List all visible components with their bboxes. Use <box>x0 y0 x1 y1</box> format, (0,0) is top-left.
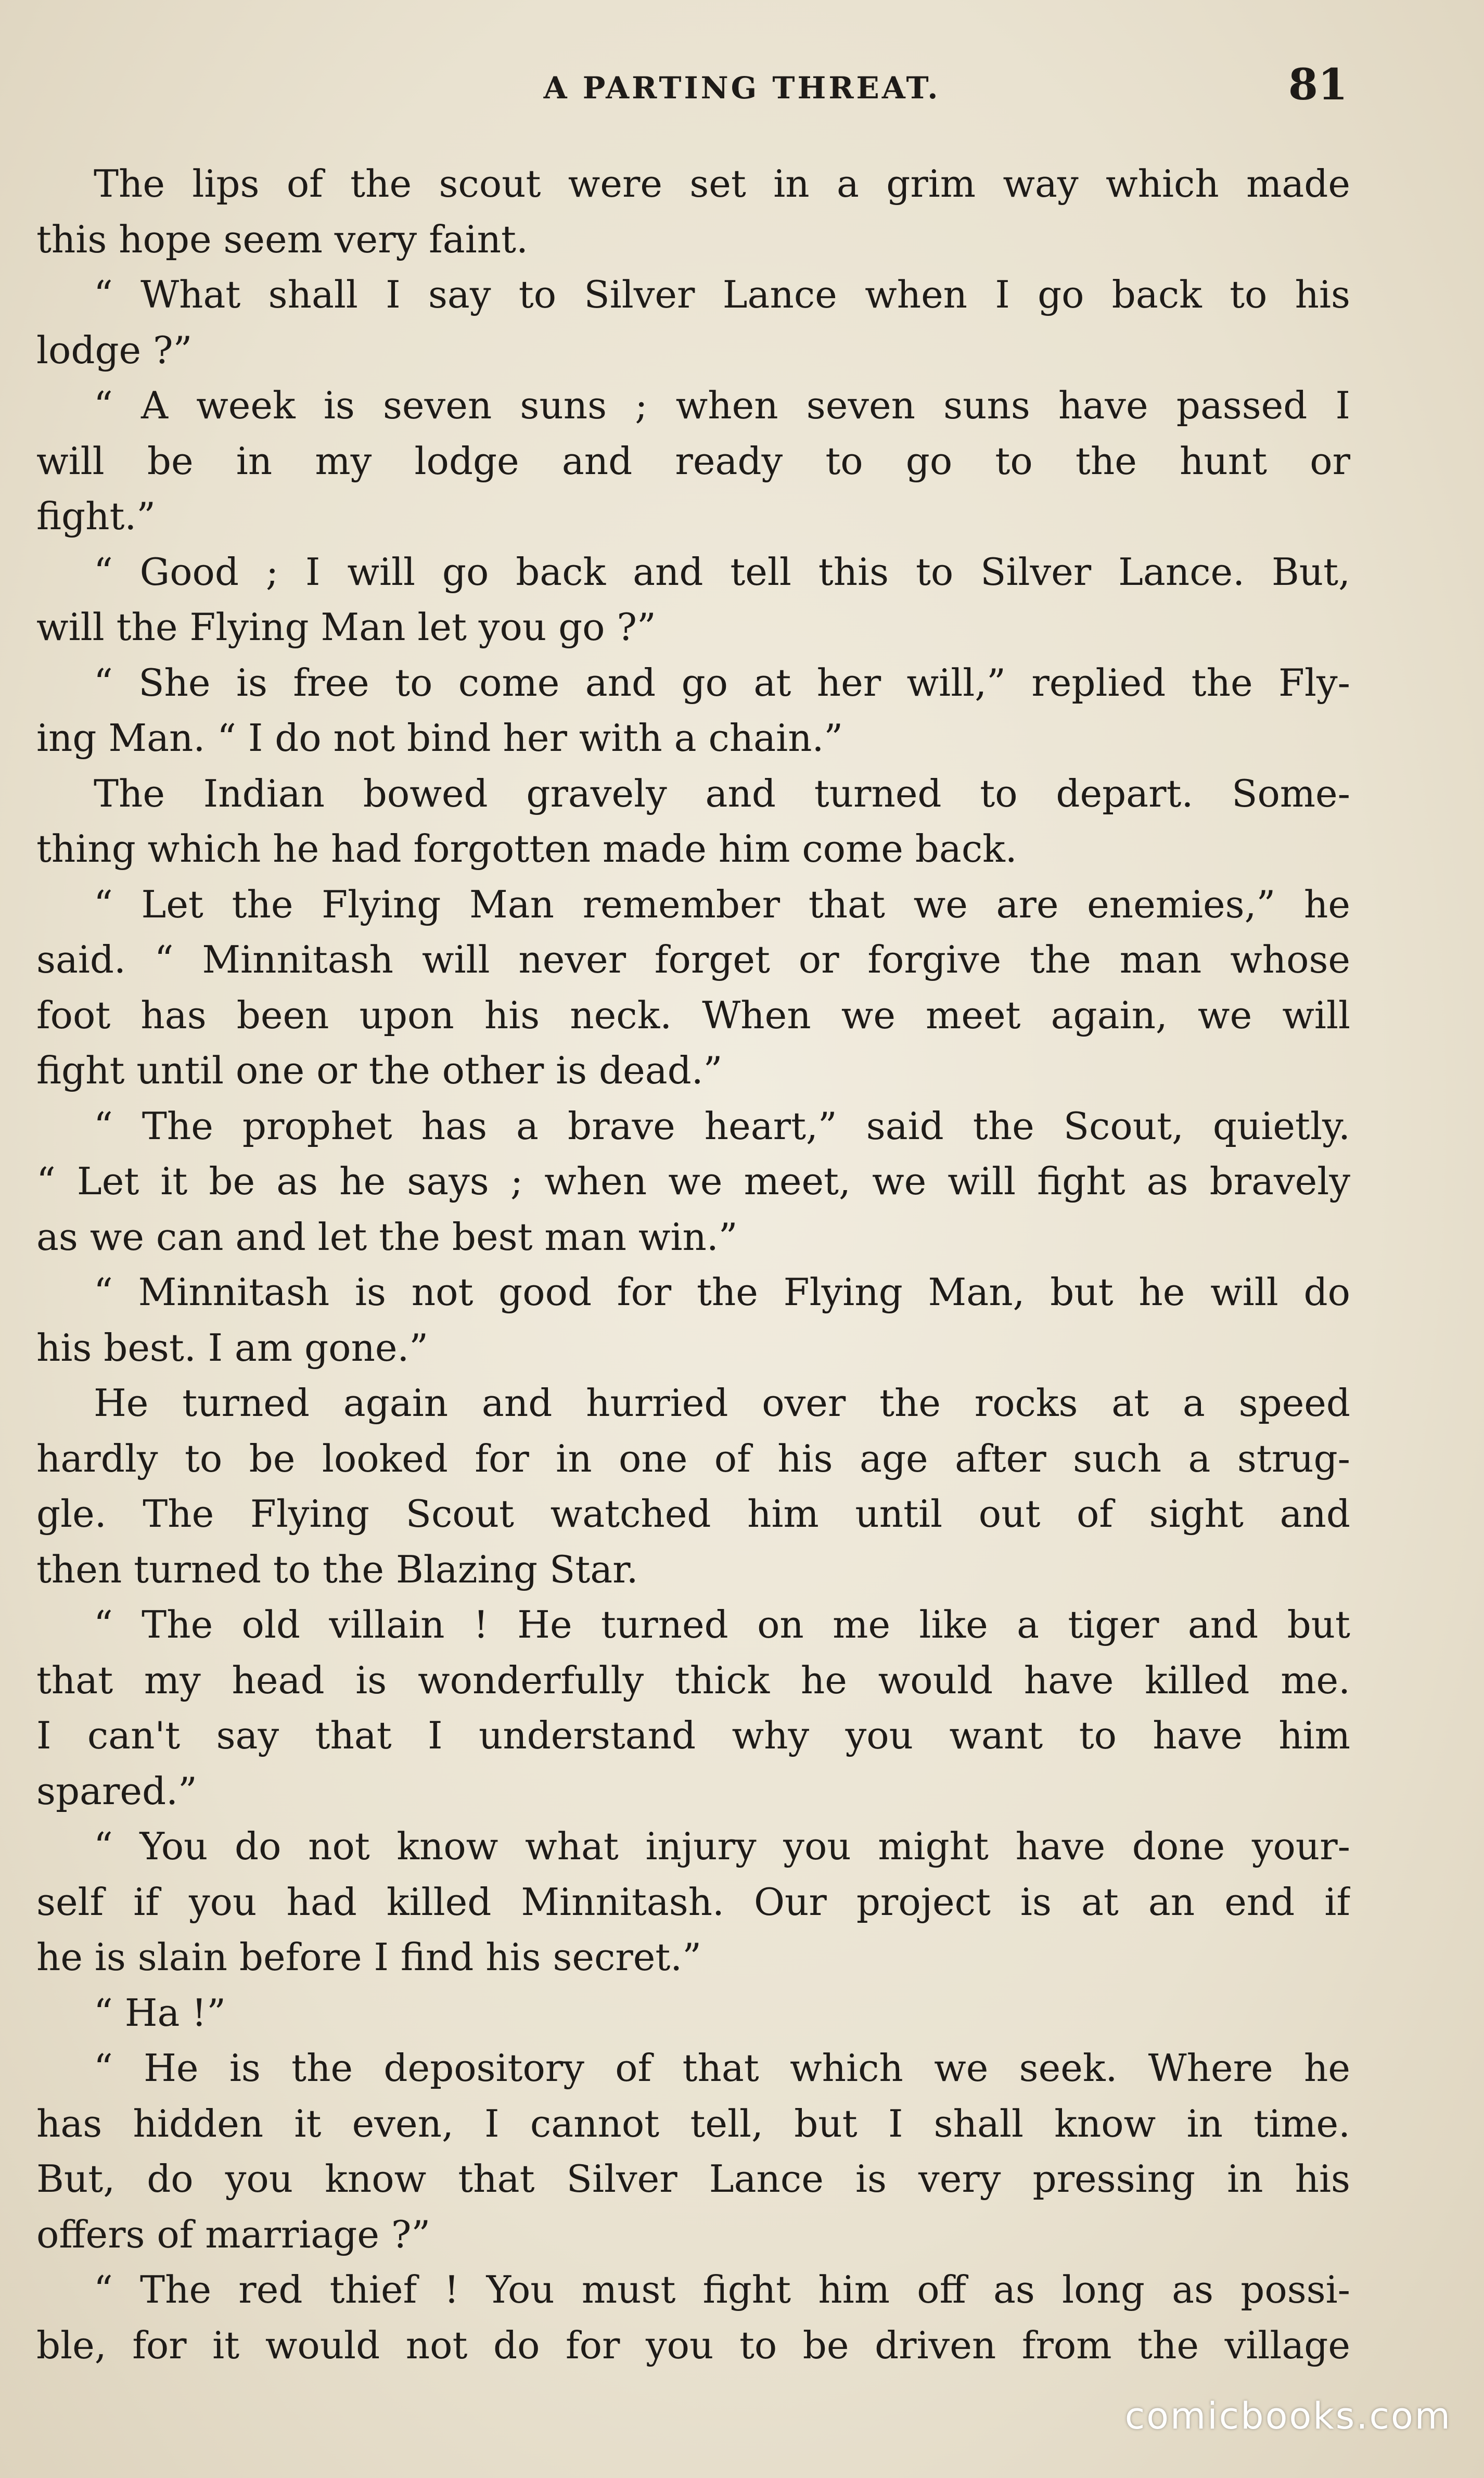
text-line: “ The prophet has a brave heart,” said the Scout, quietly. <box>94 1104 1350 1148</box>
text-line: “ A week is seven suns ; when seven suns have passed I <box>94 384 1350 427</box>
text-line: But, do you know that Silver Lance is very pressing in his <box>36 2157 1350 2201</box>
text-line: “ He is the depository of that which we seek. Where he <box>94 2046 1350 2090</box>
text-line: will be in my lodge and ready to go to the hunt or <box>36 439 1350 483</box>
text-line: offers of marriage ?” <box>36 2212 431 2256</box>
text-line: foot has been upon his neck. When we meet again, we will <box>36 993 1350 1037</box>
text-line: fight.” <box>36 494 156 538</box>
body-text <box>36 156 1350 2373</box>
text-line: ing Man. “ I do not bind her with a chain.” <box>36 716 843 760</box>
text-line: The lips of the scout were set in a grim way which made <box>94 162 1350 206</box>
page-number: 81 <box>1288 60 1348 110</box>
text-line: “ Let the Flying Man remember that we are enemies,” he <box>94 882 1350 926</box>
text-line: ble, for it would not do for you to be driven from the village <box>36 2323 1350 2367</box>
text-line: as we can and let the best man win.” <box>36 1215 738 1259</box>
text-line: “ Minnitash is not good for the Flying Man, but he will do <box>94 1270 1350 1314</box>
text-line: then turned to the Blazing Star. <box>36 1547 638 1591</box>
running-head: A PARTING THREAT. <box>543 70 941 106</box>
text-line: “ What shall I say to Silver Lance when I go back to his <box>94 273 1350 316</box>
text-line: “ She is free to come and go at her will,” replied the Fly- <box>94 660 1350 705</box>
text-line: “ The red thief ! You must fight him off as long as possi- <box>94 2268 1350 2311</box>
text-line: this hope seem very faint. <box>36 217 528 261</box>
text-line: gle. The Flying Scout watched him until out of sight and <box>36 1492 1350 1536</box>
text-line: “ The old villain ! He turned on me like a tiger and but <box>94 1603 1350 1646</box>
text-line: The Indian bowed gravely and turned to depart. Some- <box>94 771 1350 815</box>
text-line: said. “ Minnitash will never forget or forgive the man whose <box>36 938 1350 981</box>
text-line: He turned again and hurried over the rocks at a speed <box>94 1381 1350 1425</box>
text-line: “ You do not know what injury you might have done your- <box>94 1824 1350 1868</box>
text-line: “ Good ; I will go back and tell this to Silver Lance. But, <box>94 550 1350 594</box>
text-line: that my head is wonderfully thick he would have killed me. <box>36 1658 1350 1702</box>
text-line: hardly to be looked for in one of his age after such a strug- <box>36 1436 1350 1480</box>
text-line: has hidden it even, I cannot tell, but I shall know in time. <box>36 2101 1350 2145</box>
text-line: his best. I am gone.” <box>36 1325 429 1370</box>
text-line: “ Ha !” <box>94 1990 226 2035</box>
text-line: he is slain before I find his secret.” <box>36 1935 701 1979</box>
text-line: lodge ?” <box>36 328 193 372</box>
text-line: spared.” <box>36 1769 197 1813</box>
text-line: will the Flying Man let you go ?” <box>36 605 656 649</box>
text-line: fight until one or the other is dead.” <box>36 1049 723 1092</box>
watermark: comicbooks.com <box>1124 2395 1452 2437</box>
text-line: “ Let it be as he says ; when we meet, we will fight as bravely <box>36 1159 1350 1203</box>
text-line: self if you had killed Minnitash. Our project is at an end if <box>36 1880 1350 1924</box>
text-line: I can't say that I understand why you want to have him <box>36 1714 1350 1757</box>
text-line: thing which he had forgotten made him come back. <box>36 827 1017 871</box>
page-header <box>0 60 1484 122</box>
